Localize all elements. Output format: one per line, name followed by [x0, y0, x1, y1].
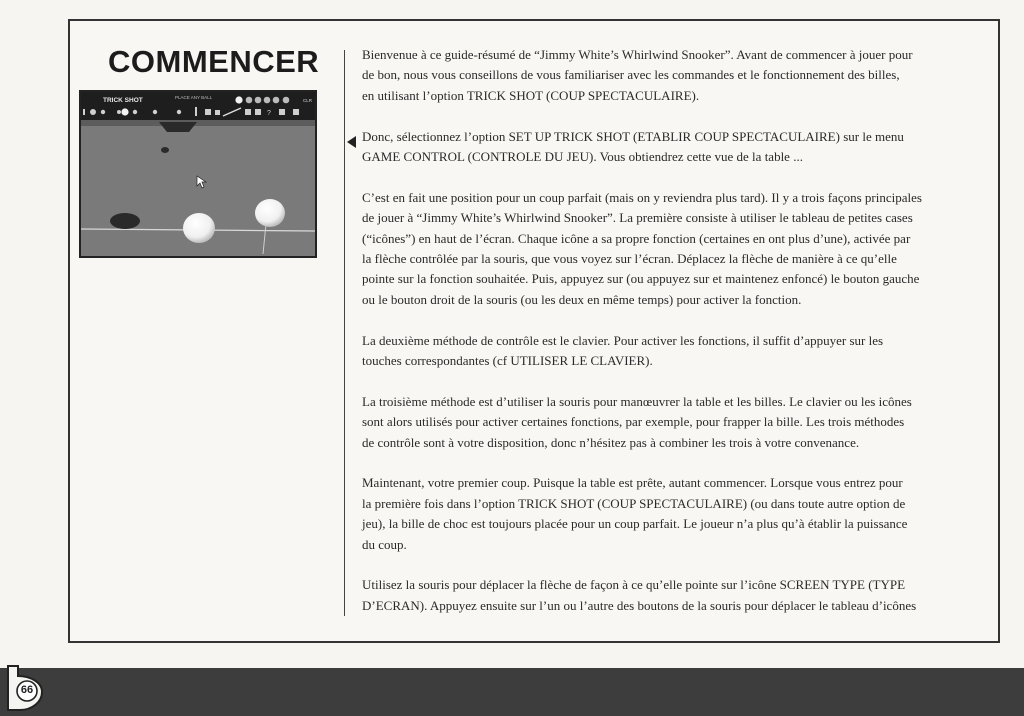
text-line: Utilisez la souris pour déplacer la flèche de façon à ce qu’elle pointe sur l’icône SCREEN TYPE (TYPE: [362, 577, 906, 593]
svg-text:?: ?: [267, 110, 271, 117]
paragraph-mouse: [362, 392, 992, 453]
text-line: Bienvenue à ce guide-résumé de “Jimmy White’s Whirlwind Snooker”. Avant de commencer à jouer pour: [362, 47, 913, 62]
paragraph-first-shot: [362, 473, 992, 555]
arrow-left-icon: [347, 136, 356, 148]
text-line: jeu), la bille de choc est toujours placée pour un coup parfait. Le joueur n’a plus qu’à établir la puissance: [362, 516, 908, 532]
white-ball: [255, 199, 285, 227]
paragraph-keyboard: [362, 331, 992, 372]
text-line: pointe sur la fonction souhaitée. Puis, appuyez sur (ou appuyez sur et maintenez enfoncé) le bouton gauche: [362, 271, 920, 287]
text-line: Maintenant, votre premier coup. Puisque la table est prête, autant commencer. Lorsque vous entrez pour: [362, 475, 903, 491]
text-line: touches correspondantes (cf UTILISER LE CLAVIER).: [362, 353, 653, 369]
text-line: sont alors utilisés pour activer certaines fonctions, par exemple, pour frapper la bille. Les trois méthodes: [362, 414, 905, 430]
text-line: La troisième méthode est d’utiliser la souris pour manœuvrer la table et les billes. Le clavier ou les icônes: [362, 393, 912, 409]
trick-shot-label: TRICK SHOT: [103, 97, 143, 104]
text-line: D’ECRAN). Appuyez ensuite sur l’un ou l’autre des boutons de la souris pour déplacer le tableau d’icônes: [362, 597, 917, 613]
text-line: GAME CONTROL (CONTROLE DU JEU). Vous obtiendrez cette vue de la table ...: [362, 149, 803, 165]
far-ball: [161, 147, 169, 153]
footer-bar: [0, 668, 1024, 716]
text-line: de contrôle sont à votre disposition, donc n’hésitez pas à combiner les trois à votre convenance.: [362, 434, 860, 450]
text-line: la première fois dans l’option TRICK SHOT (COUP SPECTACULAIRE) (ou dans toute autre option de: [362, 495, 906, 511]
column-divider: [344, 50, 345, 616]
place-any-ball-label: PLACE ANY BALL: [175, 95, 213, 100]
body-text: [362, 45, 992, 616]
page-title: COMMENCER: [108, 44, 320, 79]
text-line: ou le bouton droit de la souris (ou les deux en même temps) pour activer la fonction.: [362, 291, 802, 307]
game-screenshot: [79, 90, 317, 258]
paragraph-setup: [362, 127, 992, 168]
clr-label: CLR: [303, 98, 313, 103]
page-number: 66: [20, 684, 34, 696]
paragraph-intro: [362, 45, 992, 106]
text-line: de bon, nous vous conseillons de vous familiariser avec les commandes et le fonctionnement des billes,: [362, 67, 900, 83]
text-line: (“icônes”) en haut de l’écran. Chaque icône a sa propre fonction (certaines en ont plus d’une), activée par: [362, 230, 911, 246]
text-line: en utilisant l’option TRICK SHOT (COUP SPECTACULAIRE).: [362, 87, 700, 103]
text-line: C’est en fait une position pour un coup parfait (mais on y reviendra plus tard). Il y a trois façons principales: [362, 189, 922, 205]
text-line: Donc, sélectionnez l’option SET UP TRICK SHOT (ETABLIR COUP SPECTACULAIRE) sur le menu: [362, 128, 904, 144]
paragraph-methods: [362, 188, 992, 310]
cue-ball: [183, 213, 215, 243]
dark-ball: [110, 213, 140, 229]
paragraph-screen-type: [362, 575, 992, 616]
text-line: la flèche contrôlée par la souris, que vous voyez sur l’écran. Déplacez la flèche de manière à ce qu’elle: [362, 251, 897, 267]
text-line: du coup.: [362, 536, 407, 552]
text-line: La deuxième méthode de contrôle est le clavier. Pour activer les fonctions, il suffit d’appuyer sur les: [362, 332, 884, 348]
text-line: de jouer à “Jimmy White’s Whirlwind Snooker”. La première consiste à utiliser le tableau de petites cases: [362, 210, 913, 226]
